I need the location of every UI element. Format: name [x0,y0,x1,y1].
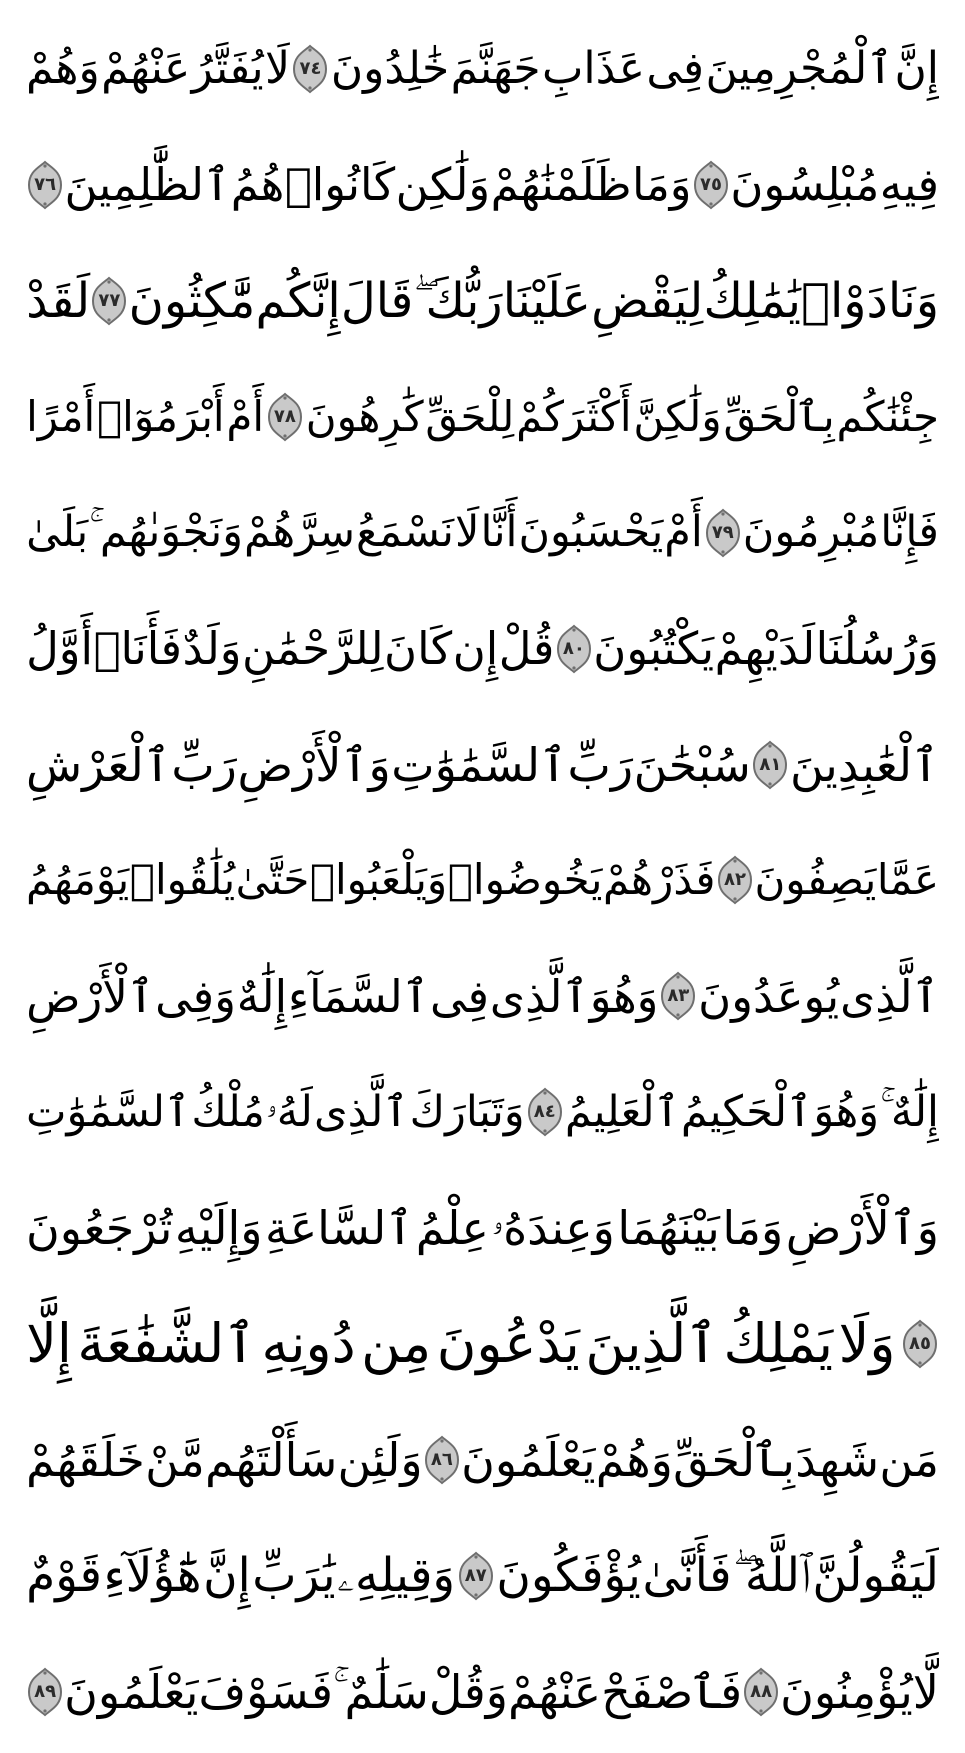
quran-word: بِٱلْحَقِّ [673,1433,795,1488]
quran-word: وَمَا [631,158,692,212]
text-line [26,134,939,236]
quran-word: فَأَنَّىٰ [642,1548,732,1604]
ayah-number-marker [692,160,730,210]
quran-word: يُفَتَّرُ [191,43,264,94]
quran-word: وَعِندَهُۥ [491,1201,615,1256]
quran-word: مُبْلِسُونَ [730,158,880,212]
quran-word: ٱلَّذِى [313,1086,409,1137]
quran-word: إِلَّا [26,1312,72,1376]
quran-word: وَهُمْ [595,1433,673,1488]
text-line [26,482,939,584]
quran-word: جِئْنَٰكُم [836,391,939,441]
quran-word: فَإِنَّا [880,507,939,558]
quran-word: مَّٰكِثُونَ [128,272,256,329]
ayah-number: ٨٠ [562,637,585,659]
quran-word: خَٰلِدُونَ [330,43,450,94]
quran-word: وَيَلْعَبُوا۟ [309,855,448,905]
quran-word: وَقُلْ [428,1664,508,1719]
ayah-number-marker [659,971,697,1021]
quran-word: يَحْسَبُونَ [518,507,664,558]
quran-word: خَلَقَهُمْ [26,1433,145,1488]
quran-word: لَقَدْ [26,272,91,329]
ayah-number-marker [555,624,593,674]
quran-word: أَمْ [226,391,265,441]
quran-word: مُبْرِمُونَ [742,507,880,558]
quran-word: وَهُوَ [589,969,659,1023]
quran-word: يُوعَدُونَ [698,969,840,1023]
quran-word: هَٰٓؤُلَآءِ [103,1548,202,1604]
quran-word: وَتَبَارَكَ [409,1086,525,1137]
quran-word: لَا [454,507,480,558]
quran-word: وَفِى [155,969,236,1023]
quran-word: إِلَٰهٌ [236,969,288,1023]
quran-word: وَلَا [838,1312,896,1376]
quran-word: يَكْتُبُونَ [593,622,715,676]
quran-word: رَبِّ [171,737,237,792]
quran-word: بِٱلْحَقِّ [723,391,835,441]
quran-word: ٱلظَّٰلِمِينَ [64,158,231,212]
ayah-number: ٨٢ [723,869,746,891]
text-line [26,714,939,816]
quran-word: يَدْعُونَ [436,1312,580,1376]
ayah-number: ٧٤ [299,58,322,79]
quran-word: شَهِدَ [795,1433,880,1488]
quran-word: رَبِّ [567,737,634,792]
quran-word: ٱلْعَرْشِ [26,737,171,792]
quran-word: إِنَّ [894,43,939,94]
quran-word: يَصِفُونَ [754,855,877,905]
quran-word: فَذَرْهُمْ [602,855,716,905]
quran-word: عَنْهُمْ [101,43,191,94]
quran-word: لِلْحَقِّ [425,391,515,441]
ayah-number-marker [526,1087,564,1137]
quran-word: كَٰرِهُونَ [305,391,424,441]
ayah-number: ٧٩ [711,521,734,543]
quran-word: مِن [361,1312,432,1376]
quran-word: عَنْهُمْ [507,1664,602,1719]
quran-word: أَوَّلُ [26,622,94,676]
quran-word: ٱلَّذِينَ [585,1312,718,1376]
quran-word: تُرْجَعُونَ [26,1201,173,1256]
quran-word: وَلَدٌ [182,622,242,676]
ayah-number: ٧٥ [699,173,722,195]
ayah-number: ٧٨ [273,405,296,427]
quran-word: أَبْرَمُوٓا۟ [96,391,225,441]
quran-word: ٱلْعَٰبِدِينَ [789,737,939,792]
quran-word: فِيهِ [879,158,939,212]
quran-word: أَمْ [664,507,703,558]
quran-word: وَنَادَوْا۟ [801,272,939,329]
quran-word: ٱلْمُجْرِمِينَ [705,43,894,94]
quran-word: ظَلَمْنَٰهُمْ [490,158,632,212]
quran-word: فِى [430,969,490,1023]
quran-word: فَٱصْفَحْ [601,1664,743,1719]
quran-word: لَيَقُولُنَّ [812,1548,939,1604]
quran-word: رَبُّكَ ۖ [413,272,503,329]
quran-word: لَهُۥ [265,1086,313,1137]
quran-word: فِى [646,43,705,94]
quran-word: فَأَنَا۠ [93,622,182,676]
quran-word: بَيْنَهُمَا [617,1201,720,1256]
quran-word: ٱلَّذِى [840,969,939,1023]
ayah-number-marker [266,392,304,442]
text-line [26,366,939,468]
ayah-number: ٨٩ [34,1680,57,1702]
quran-word: كَانَ [384,622,453,676]
quran-word: يَمْلِكُ [723,1312,834,1376]
quran-word: دُونِهِ [261,1312,356,1376]
quran-word: وَهُوَ [813,1086,880,1137]
quran-word: جَهَنَّمَ [450,43,541,94]
quran-word: وَإِلَيْهِ [174,1201,263,1256]
quran-word: عِلْمُ [415,1201,490,1256]
quran-word: عَذَابِ [542,43,645,94]
ayah-number: ٧٦ [34,173,57,195]
quran-word: يُلَٰقُوا۟ [129,855,236,905]
quran-word: وَٱلْأَرْضِ [237,737,391,792]
quran-word: إِنَّكُم [255,272,341,329]
quran-word: لَّا [912,1664,939,1719]
quran-word: يَعْلَمُونَ [461,1433,596,1488]
quran-word: ٱلْعَلِيمُ [564,1086,680,1137]
quran-word: عَلَيْنَا [502,272,591,329]
quran-word: مَن [879,1433,939,1488]
ayah-number-marker [716,855,754,905]
quran-word: وَهُمْ [26,43,100,94]
quran-word: يَٰمَٰلِكُ [703,272,801,329]
quran-word: يَعْلَمُونَ [64,1664,199,1719]
quran-word: إِلَٰهٌ ۚ [880,1086,939,1137]
ayah-number-marker [291,44,329,94]
quran-word: يَٰرَبِّ [252,1548,336,1604]
quran-word: حَتَّىٰ [235,855,310,905]
quran-word: يُؤْفَكُونَ [496,1548,641,1604]
quran-word: أَمْرًا [26,391,96,441]
ayah-number: ٨٦ [430,1449,453,1471]
quran-word: هُمُ [230,158,285,212]
quran-word: ٱللَّهُ ۖ [733,1548,811,1604]
quran-word: قُلْ [498,622,555,676]
quran-word: سَأَلْتَهُم [204,1433,338,1488]
quran-word: يُؤْمِنُونَ [780,1664,913,1719]
ayah-number-marker [26,1667,64,1717]
quran-word: بَلَىٰ [26,507,89,558]
quran-word: يَخُوضُوا۟ [447,855,603,905]
text-line [26,1177,939,1279]
quran-word: وَلَئِن [337,1433,423,1488]
ayah-number: ٨٥ [909,1333,931,1355]
quran-word: لِيَقْضِ [591,272,704,329]
quran-word: قَالَ [340,272,414,329]
ayah-number-marker [457,1551,495,1601]
quran-word: إِن [452,622,499,676]
text-line [26,18,939,120]
quran-word: ٱلسَّمَٰوَٰتِ [391,737,567,792]
ayah-number-marker [90,276,128,326]
quran-word: إِنَّ [203,1548,251,1604]
quran-word: ٱلشَّفَٰعَةَ [77,1312,256,1376]
quran-word: عَمَّا [876,855,939,905]
quran-word: سُبْحَٰنَ [633,737,751,792]
ayah-number-marker [704,508,742,558]
quran-word: يَوْمَهُمُ [26,855,130,905]
ayah-number: ٨٨ [750,1680,773,1702]
quran-word: مَّنْ [145,1433,205,1488]
quran-word: أَنَّا [480,507,518,558]
text-line [26,1293,939,1395]
quran-word: أَكْثَرَكُمْ [516,391,632,441]
text-line [26,829,939,931]
quran-word: ٱلْحَكِيمُ [680,1086,813,1137]
quran-word: لِلرَّحْمَٰنِ [242,622,384,676]
quran-word: وَرُسُلُنَا [815,622,939,676]
quran-word: ٱلسَّمَٰوَٰتِ [26,1086,191,1137]
quran-word: فَسَوْفَ [198,1664,333,1719]
text-line [26,250,939,352]
ayah-number-marker [423,1435,461,1485]
text-line [26,1061,939,1163]
quran-word: وَمَا [722,1201,784,1256]
quran-word: قَوْمٌ [26,1548,102,1604]
quran-word: ٱلسَّمَآءِ [288,969,430,1023]
quran-word: سِرَّهُمْ [243,507,355,558]
quran-word: ٱلسَّاعَةِ [265,1201,414,1256]
quran-word: نَسْمَعُ [355,507,455,558]
ayah-number-marker [751,740,789,790]
quran-word: مُلْكُ [191,1086,265,1137]
quran-word: ٱلَّذِى [489,969,589,1023]
text-line [26,598,939,700]
quran-word: وَقِيلِهِۦ [337,1548,456,1604]
ayah-number-marker [901,1319,939,1369]
quran-word: ٱلْأَرْضِ [26,969,155,1023]
text-line [26,1409,939,1511]
quran-word: وَلَٰكِنَّ [633,391,722,441]
text-line [26,945,939,1047]
ayah-number: ٧٧ [98,289,121,311]
quran-word: وَٱلْأَرْضِ [785,1201,939,1256]
quran-word: وَنَجْوَىٰهُم ۚ [89,507,243,558]
quran-word: وَلَٰكِن [395,158,491,212]
ayah-number-marker [742,1667,780,1717]
text-line [26,1525,939,1627]
quran-word: سَلَٰمٌ ۚ [332,1664,429,1719]
quran-word: لَا [265,43,291,94]
ayah-number-marker [26,160,64,210]
text-line [26,1641,939,1743]
ayah-number: ٨٧ [464,1564,487,1586]
ayah-number: ٨١ [759,753,782,775]
quran-word: كَانُوا۟ [284,158,396,212]
quran-word: لَدَيْهِمْ [714,622,816,676]
ayah-number: ٨٣ [667,985,690,1007]
ayah-number: ٨٤ [533,1101,556,1123]
